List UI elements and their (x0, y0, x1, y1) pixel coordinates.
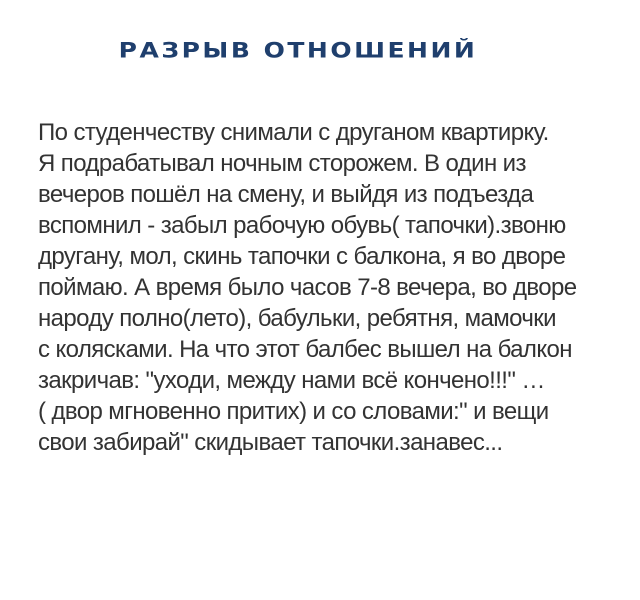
story-line: По студенчеству снимали с друганом квартирку. (38, 119, 549, 146)
post-title: РАЗРЫВ ОТНОШЕНИЙ (118, 38, 478, 63)
story-line: свои забирай" скидывает тапочки.занавес... (38, 429, 503, 456)
story-line: поймаю. А время было часов 7-8 вечера, во дворе (38, 274, 577, 301)
story-line: ( двор мгновенно притих) и со словами:" и вещи (38, 398, 549, 425)
story-text (38, 117, 618, 458)
story-line: с колясками. На что этот балбес вышел на балкон (38, 336, 572, 363)
story-line: вечеров пошёл на смену, и выйдя из подъезда (38, 181, 534, 208)
story-line: народу полно(лето), бабульки, ребятня, мамочки (38, 305, 556, 332)
story-line: другану, мол, скинь тапочки с балкона, я во дворе (38, 243, 566, 270)
story-line: закричав: "уходи, между нами всё кончено!!!" … (38, 367, 545, 394)
story-line: вспомнил - забыл рабочую обувь( тапочки).звоню (38, 212, 566, 239)
story-line: Я подрабатывал ночным сторожем. В один из (38, 150, 526, 177)
